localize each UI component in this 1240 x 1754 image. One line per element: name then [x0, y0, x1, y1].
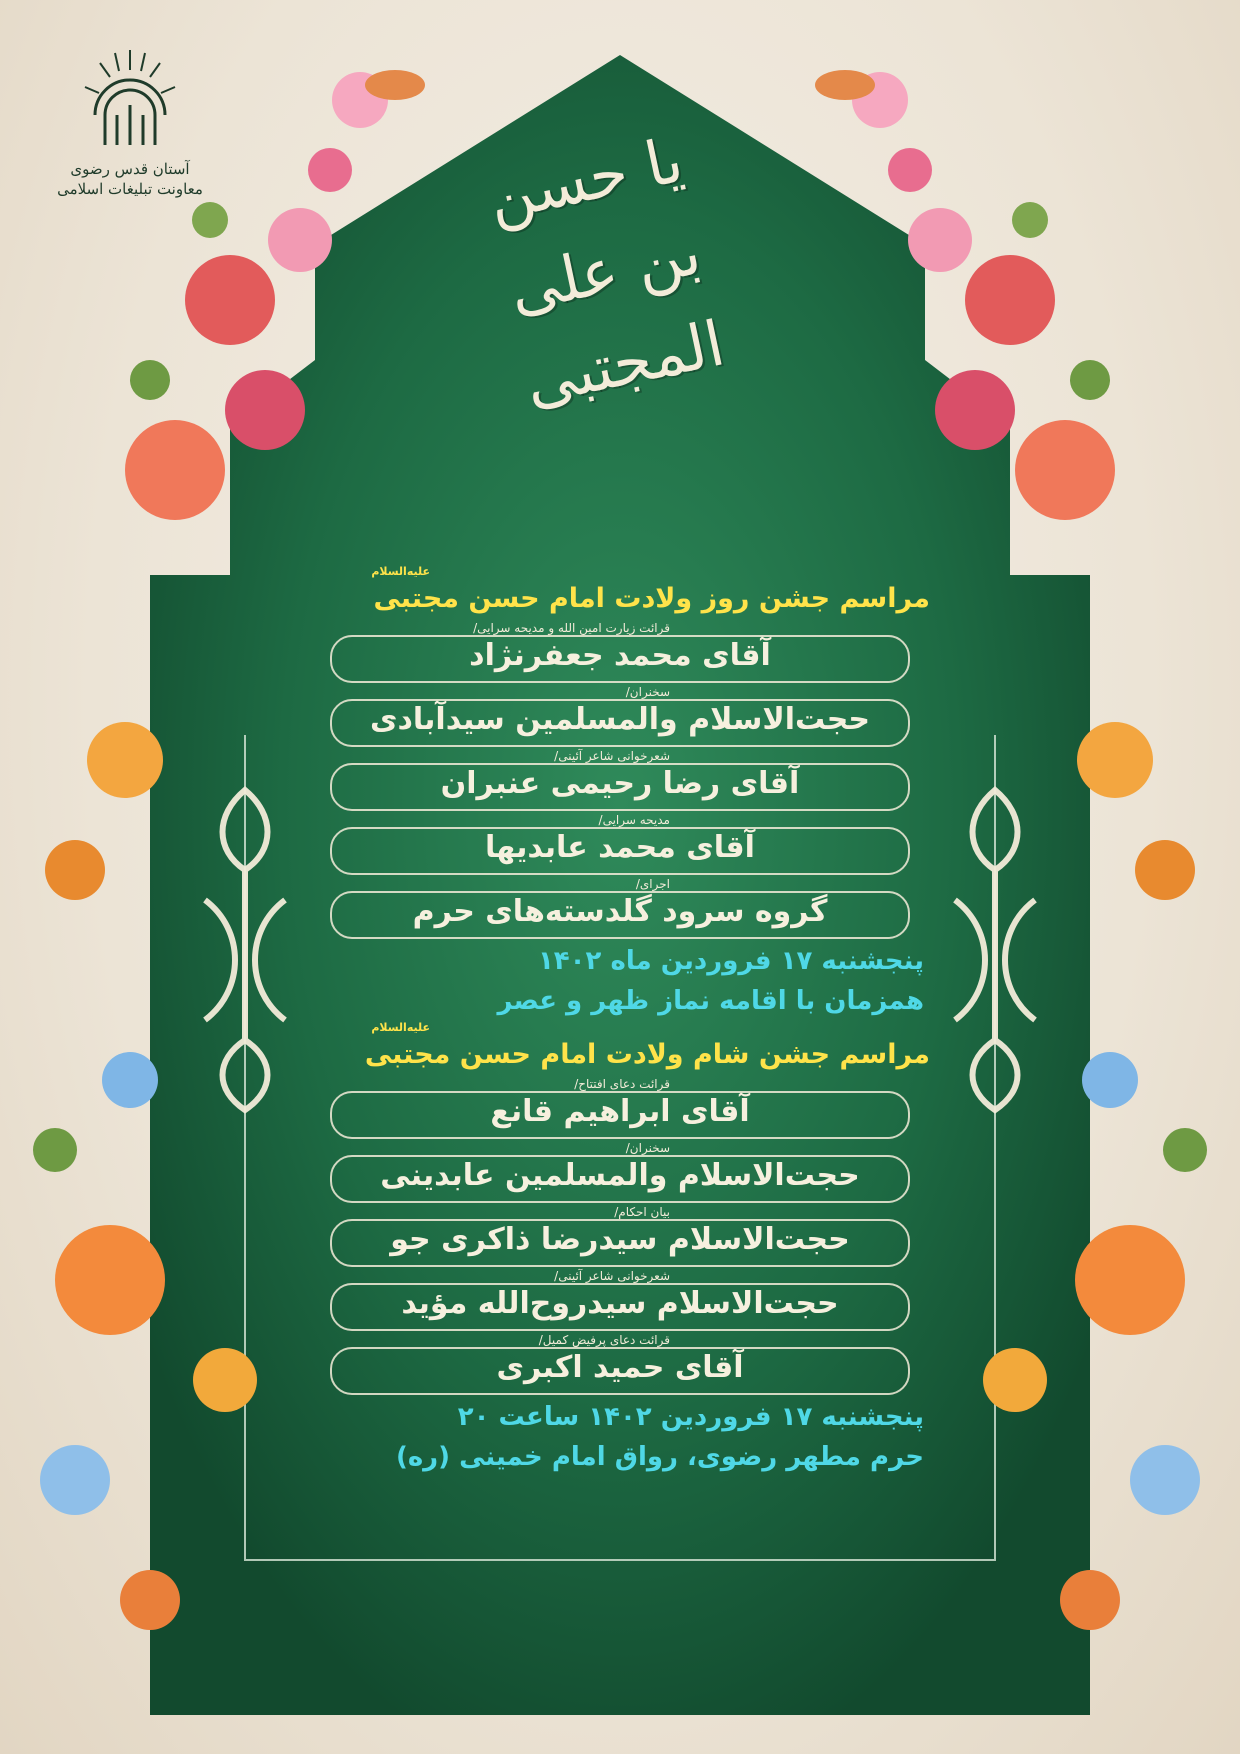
program-role: قرائت دعای پرفیض کمیل/: [538, 1333, 670, 1347]
night-location: حرم مطهر رضوی، رواق امام خمینی (ره): [395, 1442, 924, 1472]
program-role: قرائت زیارت امین الله و مدیحه سرایی/: [473, 621, 670, 635]
program-row: [310, 685, 930, 747]
program-role: شعرخوانی شاعر آئینی/: [554, 1269, 670, 1283]
program-row: [310, 749, 930, 811]
program-role: سخنران/: [625, 1141, 670, 1155]
program-name: حجت‌الاسلام سیدرضا ذاکری جو: [390, 1222, 850, 1257]
night-title-superscript: علیه‌السلام: [371, 1021, 430, 1034]
program-content: [310, 565, 930, 1477]
shrine-dome-logo-icon: [75, 45, 185, 155]
program-name: آقای ابراهیم قانع: [490, 1094, 750, 1129]
program-row: [310, 813, 930, 875]
logo: [55, 45, 205, 199]
night-date: پنجشنبه ۱۷ فروردین ۱۴۰۲ ساعت ۲۰: [457, 1402, 924, 1432]
program-row: [310, 1077, 930, 1139]
day-time-note: همزمان با اقامه نماز ظهر و عصر: [497, 986, 924, 1016]
calligraphy-line-2: بن علی: [502, 215, 708, 327]
logo-line-2: معاونت تبلیغات اسلامی: [57, 180, 203, 198]
program-row: [310, 621, 930, 683]
program-name: آقای محمد جعفرنژاد: [469, 638, 771, 673]
program-row: [310, 1141, 930, 1203]
program-row: [310, 1333, 930, 1395]
program-name: گروه سرود گلدسته‌های حرم: [412, 894, 828, 929]
logo-line-1: آستان قدس رضوی: [70, 160, 190, 178]
day-title-superscript: علیه‌السلام: [371, 565, 430, 578]
program-role: مدیحه سرایی/: [598, 813, 670, 827]
program-role: بیان احکام/: [614, 1205, 670, 1219]
program-name: حجت‌الاسلام والمسلمین سیدآبادی: [370, 702, 870, 737]
night-title-text: مراسم جشن شام ولادت امام حسن مجتبی: [364, 1039, 930, 1070]
program-name: آقای محمد عابدیها: [485, 830, 755, 865]
day-date: پنجشنبه ۱۷ فروردین ماه ۱۴۰۲: [537, 946, 924, 976]
program-role: اجرای/: [635, 877, 670, 891]
day-ceremony-title: [310, 565, 930, 619]
program-name: آقای حمید اکبری: [496, 1350, 744, 1385]
program-name: حجت‌الاسلام والمسلمین عابدینی: [380, 1158, 860, 1193]
program-role: قرائت دعای افتتاح/: [574, 1077, 670, 1091]
program-name: حجت‌الاسلام سیدروح‌الله مؤید: [401, 1286, 839, 1321]
calligraphy-line-1: یا حسن: [481, 122, 690, 236]
day-title-text: مراسم جشن روز ولادت امام حسن مجتبی: [373, 583, 930, 614]
program-row: [310, 1269, 930, 1331]
program-role: سخنران/: [625, 685, 670, 699]
program-name: آقای رضا رحیمی عنبران: [440, 766, 800, 801]
program-row: [310, 1205, 930, 1267]
program-role: شعرخوانی شاعر آئینی/: [554, 749, 670, 763]
night-ceremony-title: [310, 1021, 930, 1075]
calligraphy-line-3: المجتبی: [518, 306, 731, 420]
program-row: [310, 877, 930, 939]
